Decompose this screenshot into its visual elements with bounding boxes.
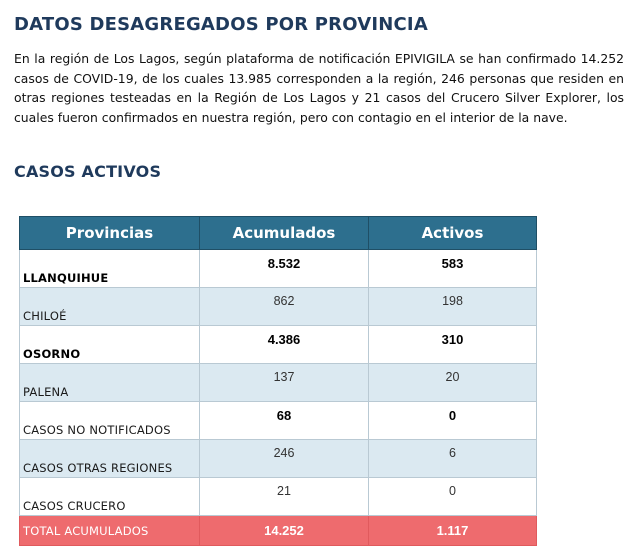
province-cell: OSORNO xyxy=(20,326,200,364)
intro-paragraph: En la región de Los Lagos, según plataforma de notificación EPIVIGILA se han confirmado 14.252 casos de COVID-19, de los cuales 13.985 corresponden a la región, 246 personas que residen en otras regiones testeadas en la Región de Los Lagos y 21 casos del Crucero Silver Explorer, los cuales fueron confirmados en nuestra región, pero con contagio en el interior de la nave. xyxy=(14,51,624,125)
active-cases-table xyxy=(19,216,537,546)
table-header-row xyxy=(20,217,537,250)
acumulados-cell: 137 xyxy=(200,364,369,402)
province-cell: CASOS NO NOTIFICADOS xyxy=(20,402,200,440)
table-row xyxy=(20,250,537,288)
total-label: TOTAL ACUMULADOS xyxy=(20,516,200,546)
total-activos: 1.117 xyxy=(369,516,537,546)
activos-cell: 6 xyxy=(369,440,537,478)
header-activos: Activos xyxy=(369,217,537,250)
table-row xyxy=(20,440,537,478)
province-cell: LLANQUIHUE xyxy=(20,250,200,288)
acumulados-cell: 862 xyxy=(200,288,369,326)
table-row xyxy=(20,402,537,440)
table-row xyxy=(20,478,537,516)
activos-cell: 310 xyxy=(369,326,537,364)
total-acumulados: 14.252 xyxy=(200,516,369,546)
section-title: CASOS ACTIVOS xyxy=(14,162,162,181)
page-title: DATOS DESAGREGADOS POR PROVINCIA xyxy=(14,14,428,35)
header-acumulados: Acumulados xyxy=(200,217,369,250)
total-row xyxy=(20,516,537,546)
province-cell: CASOS OTRAS REGIONES xyxy=(20,440,200,478)
table-row xyxy=(20,364,537,402)
acumulados-cell: 8.532 xyxy=(200,250,369,288)
province-cell: CASOS CRUCERO xyxy=(20,478,200,516)
acumulados-cell: 246 xyxy=(200,440,369,478)
table-row xyxy=(20,326,537,364)
acumulados-cell: 21 xyxy=(200,478,369,516)
activos-cell: 0 xyxy=(369,402,537,440)
province-cell: PALENA xyxy=(20,364,200,402)
province-cell: CHILOÉ xyxy=(20,288,200,326)
header-provincias: Provincias xyxy=(20,217,200,250)
activos-cell: 198 xyxy=(369,288,537,326)
acumulados-cell: 68 xyxy=(200,402,369,440)
activos-cell: 20 xyxy=(369,364,537,402)
table-row xyxy=(20,288,537,326)
activos-cell: 583 xyxy=(369,250,537,288)
acumulados-cell: 4.386 xyxy=(200,326,369,364)
activos-cell: 0 xyxy=(369,478,537,516)
